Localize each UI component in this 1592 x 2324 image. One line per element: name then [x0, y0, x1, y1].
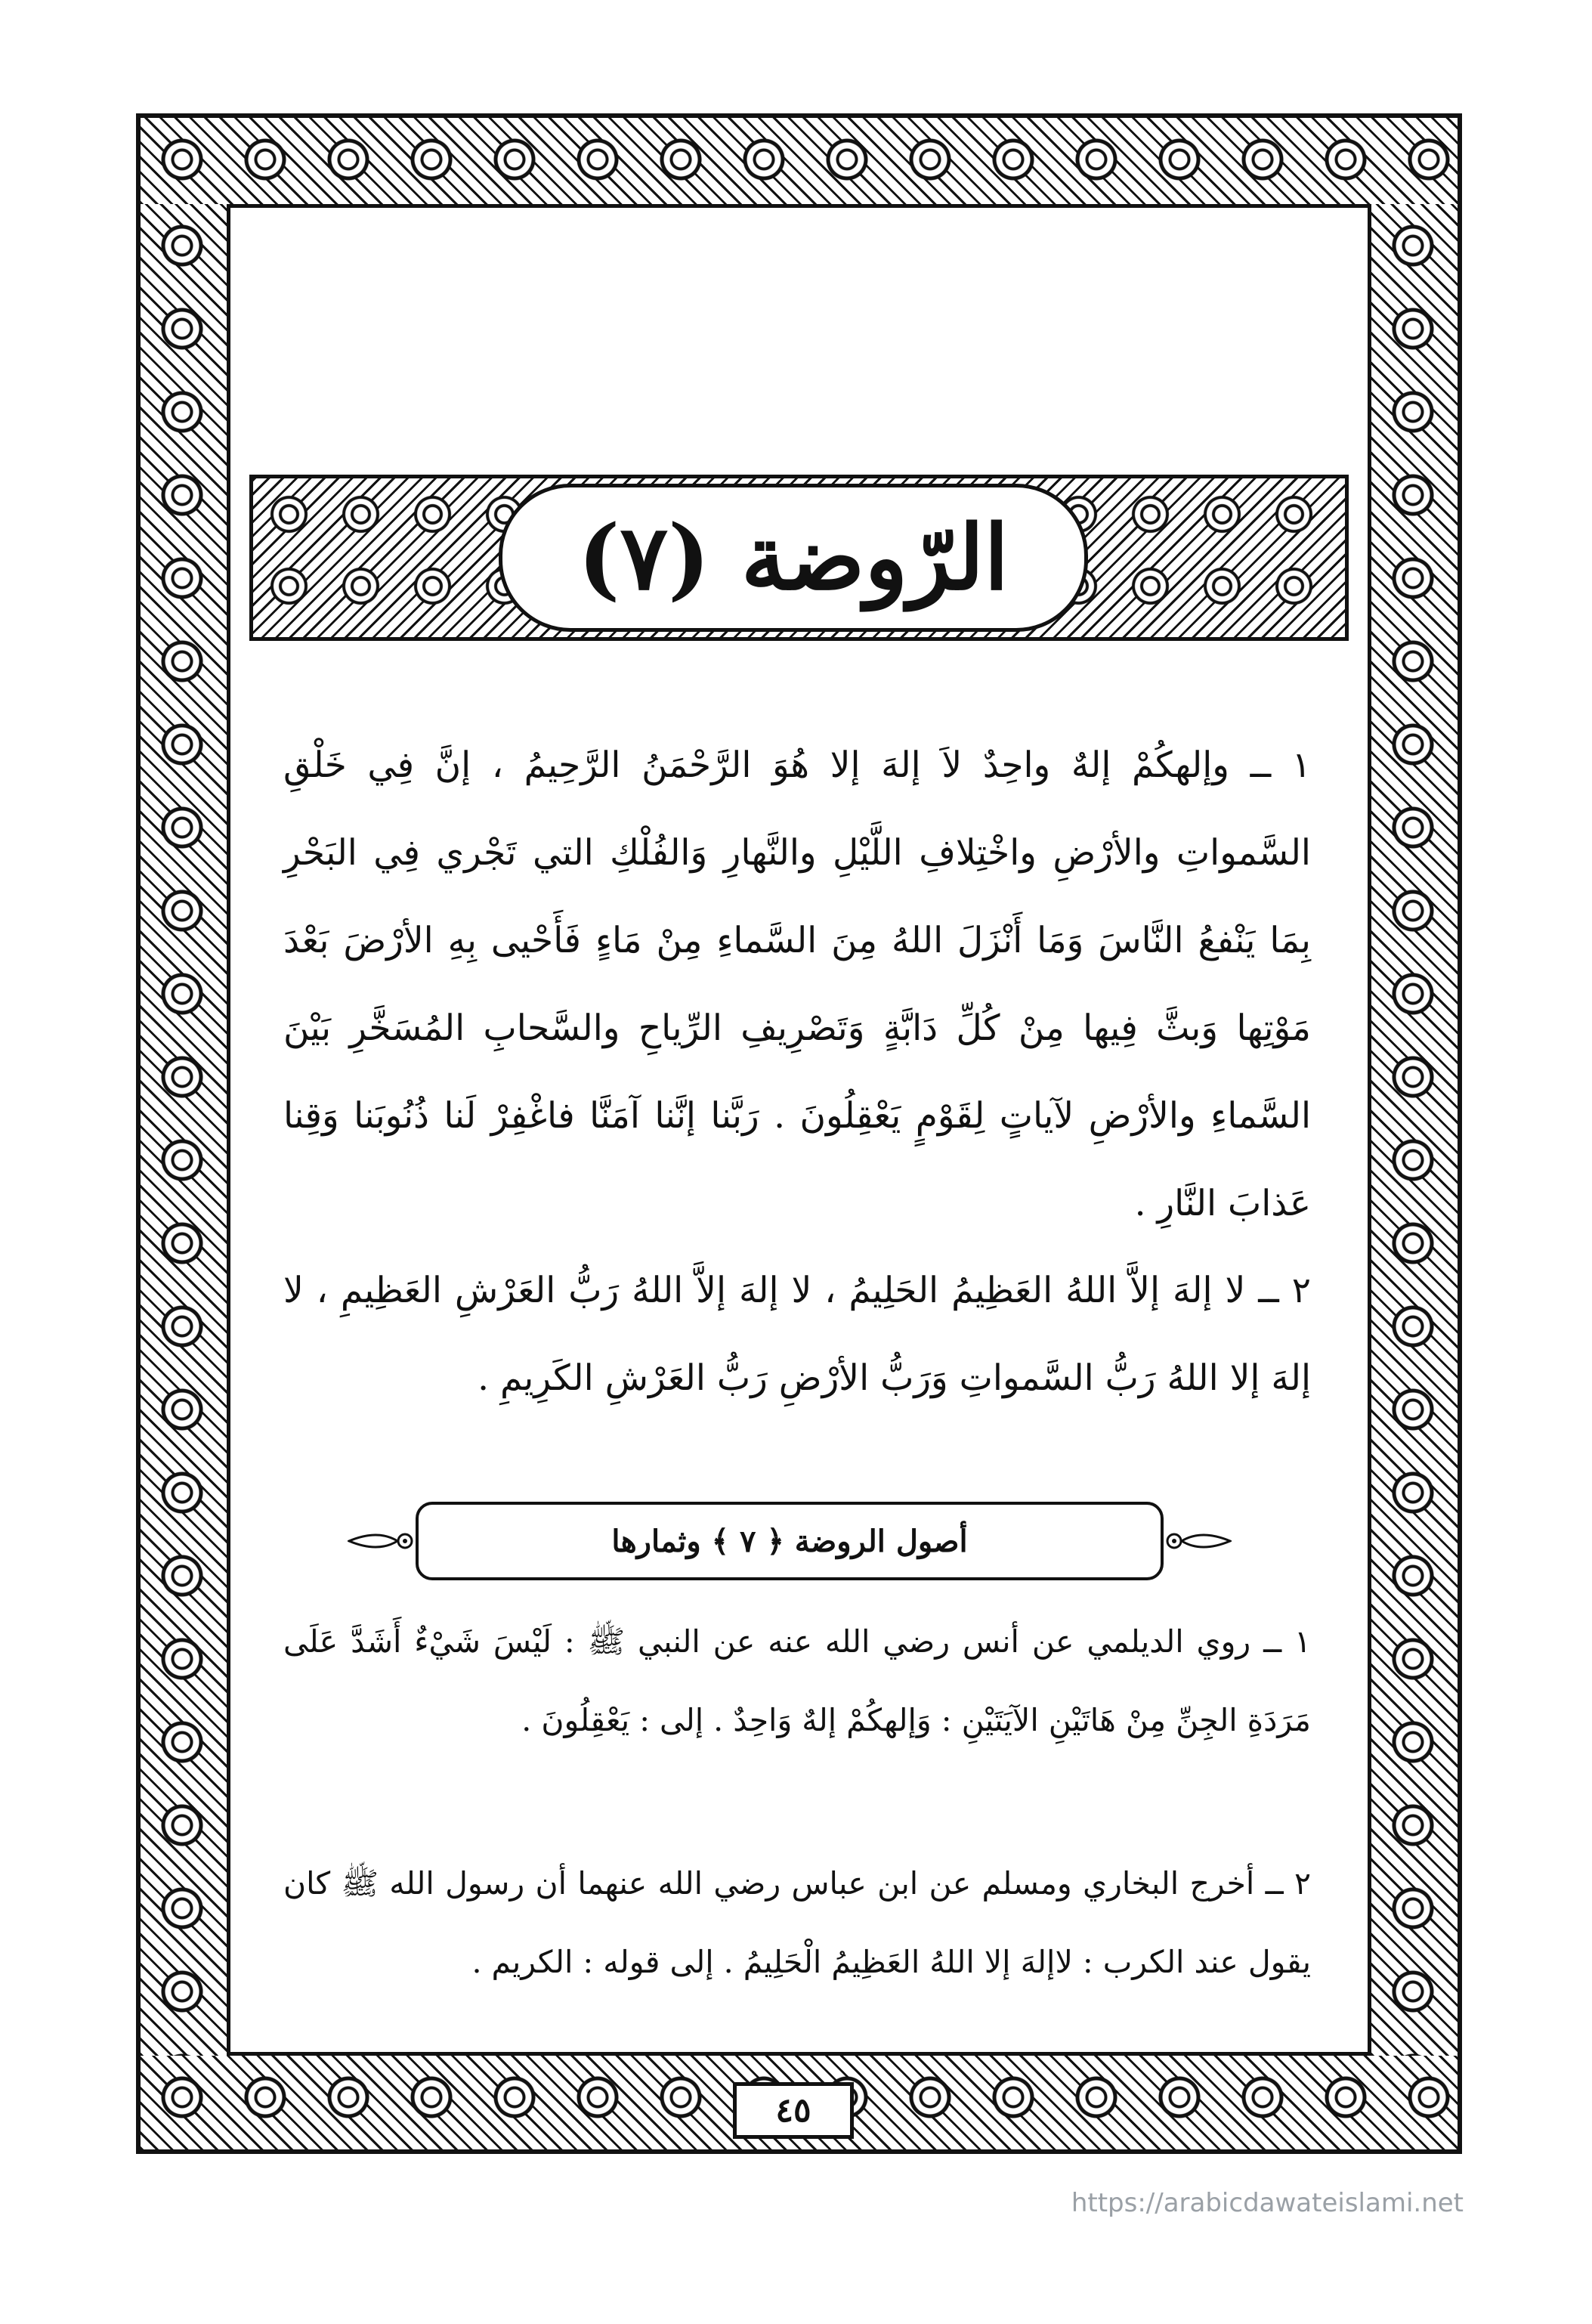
floral-border-left	[141, 204, 227, 2056]
title-cartouche	[499, 484, 1088, 632]
floral-border-right	[1371, 204, 1458, 2056]
section2-paragraph-1: ١ ــ روي الديلمي عن أنس رضي الله عنه عن النبي ﷺ : لَيْسَ شَيْءٌ أَشَدَّ عَلَى مَرَدَةِ الجِنِّ مِنْ هَاتَيْنِ الآيَتَيْنِ : وَإلهكُمْ إلهٌ وَاحِدٌ . إلى : يَعْقِلُونَ .	[283, 1623, 1311, 1738]
floral-border-top	[141, 118, 1458, 204]
flourish-left-icon	[348, 1526, 416, 1556]
subheading-label: أصول الروضة ﴿ ٧ ﴾ وثمارها	[416, 1502, 1164, 1580]
page-title: الرّوضة (٧)	[577, 505, 1009, 610]
subheading-banner	[348, 1493, 1232, 1591]
section1-paragraph-1: ١ ــ وإلهكُمْ إلهٌ واحِدٌ لاَ إلهَ إلا هُوَ الرَّحْمَنُ الرَّحِيمُ ، إنَّ فِي خَلْقِ السَّمواتِ والأرْضِ واخْتِلافِ اللَّيْلِ والنَّهارِ وَالفُلْكِ التي تَجْري فِي البَحْرِ بِمَا يَنْفعُ النَّاسَ وَمَا أَنْزَلَ اللهُ مِنَ السَّماءِ مِنْ مَاءٍ فَأَحْيى بِهِ الأرْضَ بَعْدَ مَوْتِها وَبثَّ فِيها مِنْ كُلِّ دَابَّةٍ وَتَصْرِيفِ الرِّياحِ والسَّحابِ المُسَخَّرِ بَيْنَ السَّماءِ والأرْضِ لآياتٍ لِقَوْمٍ يَعْقِلُونَ . رَبَّنا إنَّنا آمَنَّا فاغْفِرْ لَنا ذُنُوبَنا وَقِنا عَذابَ النَّارِ .	[283, 744, 1311, 1224]
flourish-right-icon	[1164, 1526, 1232, 1556]
page-number: ٤٥	[733, 2082, 854, 2139]
section2-paragraph-2: ٢ ــ أخرج البخاري ومسلم عن ابن عباس رضي الله عنهما أن رسول الله ﷺ كان يقول عند الكرب : لاإلهَ إلا اللهُ العَظِيمُ الْحَلِيمُ . إلى قوله : الكريم .	[283, 1865, 1311, 1980]
watermark-url: https://arabicdawateislami.net	[1071, 2188, 1464, 2218]
section1-paragraph-2: ٢ ــ لا إلهَ إلاَّ اللهُ العَظِيمُ الحَلِيمُ ، لا إلهَ إلاَّ اللهُ رَبُّ العَرْشِ العَظِيمِ ، لا إلهَ إلا اللهُ رَبُّ السَّمواتِ وَرَبُّ الأرْضِ رَبُّ العَرْشِ الكَرِيمِ .	[283, 1270, 1311, 1399]
